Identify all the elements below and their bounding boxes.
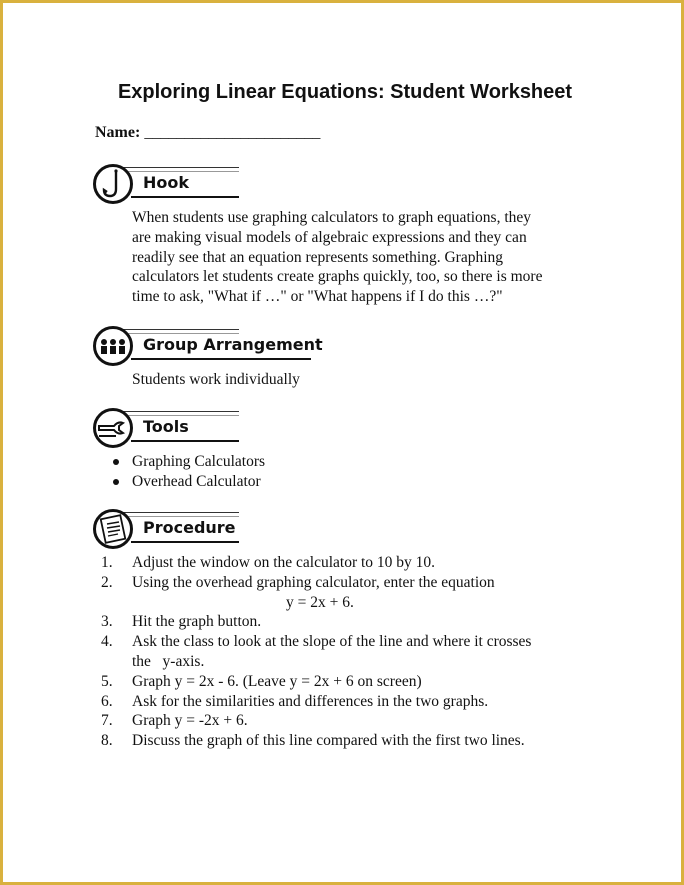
group-heading: Group Arrangement bbox=[143, 335, 323, 354]
step-number: 1. bbox=[101, 554, 113, 571]
name-field bbox=[95, 124, 320, 142]
hook-section-header bbox=[93, 164, 333, 208]
list-item bbox=[111, 472, 265, 492]
step-text: Adjust the window on the calculator to 10 by 10. bbox=[132, 554, 436, 571]
hook-line: When students use graphing calculators to graph equations, they bbox=[132, 209, 532, 226]
name-label: Name: bbox=[95, 124, 141, 141]
list-item bbox=[101, 632, 531, 672]
fishhook-icon bbox=[93, 164, 133, 204]
bullet-icon bbox=[113, 459, 119, 465]
step-text: Hit the graph button. bbox=[132, 613, 262, 631]
header-rule bbox=[123, 171, 239, 172]
procedure-section-header bbox=[93, 509, 333, 553]
step-text: Discuss the graph of this line compared with the first two lines. bbox=[132, 732, 525, 750]
header-rule bbox=[123, 333, 239, 334]
list-item bbox=[101, 612, 531, 632]
tools-section-header bbox=[93, 408, 333, 452]
list-item bbox=[101, 692, 531, 712]
step-text: Ask for the similarities and differences in the two graphs. bbox=[132, 692, 489, 710]
list-item bbox=[101, 573, 531, 613]
step-number: 2. bbox=[101, 573, 113, 591]
step-number: 5. bbox=[101, 672, 113, 690]
people-group-icon bbox=[93, 326, 133, 366]
list-item bbox=[111, 452, 265, 472]
hook-line: calculators let students create graphs quickly, too, so there is more bbox=[132, 268, 543, 286]
step-number: 7. bbox=[101, 712, 113, 730]
step-number: 3. bbox=[101, 613, 113, 631]
hook-line: are making visual models of algebraic expressions and they can bbox=[132, 228, 527, 246]
list-item bbox=[101, 553, 531, 573]
header-underline bbox=[131, 541, 239, 543]
tool-item-label: Graphing Calculators bbox=[132, 453, 266, 470]
step-continuation: the y-axis. bbox=[132, 652, 205, 670]
list-item bbox=[101, 672, 531, 692]
hook-line: readily see that an equation represents something. Graphing bbox=[132, 248, 504, 266]
header-underline bbox=[131, 358, 311, 360]
header-rule bbox=[123, 411, 239, 412]
bullet-icon bbox=[113, 479, 119, 485]
header-underline bbox=[131, 196, 239, 198]
group-section-header bbox=[93, 326, 333, 370]
checklist-icon bbox=[93, 509, 133, 549]
step-continuation: y = 2x + 6. bbox=[286, 593, 354, 611]
header-rule bbox=[123, 512, 239, 513]
step-text: Graph y = 2x - 6. (Leave y = 2x + 6 on screen) bbox=[132, 672, 422, 690]
header-rule bbox=[123, 516, 239, 517]
procedure-heading: Procedure bbox=[143, 518, 236, 537]
step-number: 6. bbox=[101, 692, 113, 710]
group-text: Students work individually bbox=[132, 371, 300, 388]
procedure-steps bbox=[101, 553, 531, 751]
list-item bbox=[101, 711, 531, 731]
list-item bbox=[101, 731, 531, 751]
tools-list bbox=[111, 452, 265, 492]
tools-heading: Tools bbox=[143, 417, 189, 436]
hook-text bbox=[132, 208, 542, 307]
tool-item-label: Overhead Calculator bbox=[132, 473, 261, 490]
step-number: 8. bbox=[101, 732, 113, 750]
step-number: 4. bbox=[101, 633, 113, 651]
name-blank: ______________________ bbox=[144, 124, 321, 141]
hook-line: time to ask, "What if …" or "What happens if I do this …?" bbox=[132, 288, 503, 306]
header-rule bbox=[123, 167, 239, 168]
hook-heading: Hook bbox=[143, 173, 190, 192]
worksheet-title: Exploring Linear Equations: Student Worksheet bbox=[117, 81, 573, 103]
header-rule bbox=[123, 415, 239, 416]
step-text: Graph y = -2x + 6. bbox=[132, 712, 248, 730]
step-text: Using the overhead graphing calculator, enter the equation bbox=[132, 573, 495, 591]
header-rule bbox=[123, 329, 239, 330]
header-underline bbox=[131, 440, 239, 442]
wrench-tools-icon bbox=[93, 408, 133, 448]
step-text: Ask the class to look at the slope of the line and where it crosses bbox=[132, 633, 532, 651]
